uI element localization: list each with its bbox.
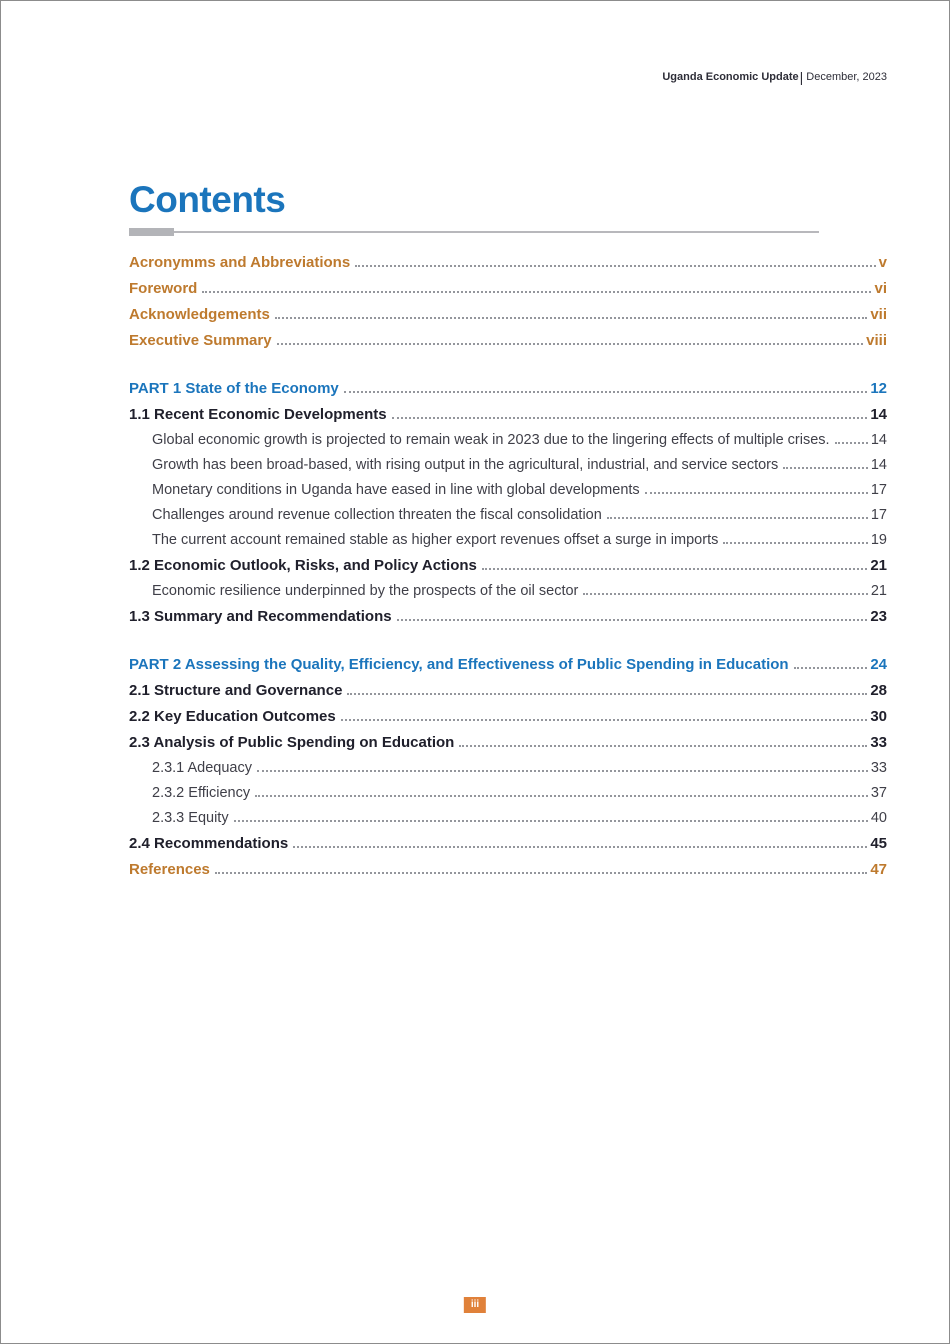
- toc-entry-label: 2.2 Key Education Outcomes: [129, 708, 336, 725]
- toc-entry-page: 17: [870, 507, 887, 523]
- toc-leader-dots: [645, 492, 868, 494]
- toc-leader-dots: [459, 745, 867, 747]
- toc-entry-2-2[interactable]: [129, 708, 887, 725]
- toc-entry-label: References: [129, 861, 210, 878]
- toc-entry-2-4[interactable]: [129, 835, 887, 852]
- toc-entry-page: 14: [870, 406, 887, 423]
- toc-leader-dots: [355, 265, 875, 267]
- header-date: December, 2023: [806, 71, 887, 83]
- toc-leader-dots: [397, 619, 868, 621]
- toc-entry-page: 33: [870, 734, 887, 751]
- toc-leader-dots: [215, 872, 867, 874]
- toc-entry-label: Foreword: [129, 280, 198, 297]
- toc-entry-label: 1.1 Recent Economic Developments: [129, 406, 387, 423]
- title-rule: [129, 228, 887, 238]
- toc-entry-page: 24: [870, 656, 887, 673]
- toc-entry-page: v: [878, 254, 887, 271]
- toc-entry-label: 2.3.2 Efficiency: [152, 785, 251, 801]
- toc-entry-label: 1.3 Summary and Recommendations: [129, 608, 392, 625]
- toc-entry-label: 2.1 Structure and Governance: [129, 682, 343, 699]
- page-number-badge: iii: [464, 1297, 486, 1313]
- page-title: Contents: [129, 179, 286, 220]
- toc-entry-label: 2.3 Analysis of Public Spending on Education: [129, 734, 455, 751]
- toc-entry-page: 33: [870, 760, 887, 776]
- toc-entry-label: Acronymms and Abbreviations: [129, 254, 351, 271]
- toc-entry-label: Acknowledgements: [129, 306, 270, 323]
- toc-entry-2-3-2[interactable]: [129, 785, 887, 801]
- toc-entry-current-account[interactable]: [129, 532, 887, 548]
- toc-entry-label: PART 1 State of the Economy: [129, 380, 339, 397]
- toc-entry-2-3[interactable]: [129, 734, 887, 751]
- toc-entry-executive-summary[interactable]: [129, 332, 887, 349]
- toc-leader-dots: [293, 846, 867, 848]
- toc-leader-dots: [341, 719, 868, 721]
- toc-entry-page: 17: [870, 482, 887, 498]
- toc-entry-part1[interactable]: [129, 380, 887, 397]
- toc-leader-dots: [344, 391, 868, 393]
- toc-leader-dots: [257, 770, 868, 772]
- toc-entry-label: Monetary conditions in Uganda have eased in line with global developments: [152, 482, 640, 498]
- header-separator: |: [799, 69, 804, 85]
- toc-leader-dots: [607, 517, 868, 519]
- toc-entry-economic-resilience[interactable]: [129, 583, 887, 599]
- toc-entry-label: 2.3.1 Adequacy: [152, 760, 252, 776]
- toc-entry-page: 45: [870, 835, 887, 852]
- toc-leader-dots: [783, 467, 868, 469]
- toc-entry-page: 40: [870, 810, 887, 826]
- toc-entry-label: Global economic growth is projected to remain weak in 2023 due to the lingering effects of multiple crises.: [152, 432, 830, 448]
- toc-entry-page: 37: [870, 785, 887, 801]
- toc-leader-dots: [234, 820, 868, 822]
- toc-entry-page: viii: [866, 332, 887, 349]
- toc-entry-label: PART 2 Assessing the Quality, Efficiency, and Effectiveness of Public Spending in Education: [129, 656, 789, 673]
- toc-leader-dots: [723, 542, 868, 544]
- table-of-contents: [129, 254, 887, 878]
- toc-entry-revenue-collection[interactable]: [129, 507, 887, 523]
- toc-entry-part2[interactable]: [129, 656, 887, 673]
- toc-entry-page: 23: [870, 608, 887, 625]
- toc-leader-dots: [794, 667, 868, 669]
- toc-entry-page: 30: [870, 708, 887, 725]
- toc-entry-page: 21: [870, 583, 887, 599]
- toc-entry-monetary-conditions[interactable]: [129, 482, 887, 498]
- toc-entry-page: 14: [870, 432, 887, 448]
- toc-entry-page: 28: [870, 682, 887, 699]
- title-rule-block: [129, 228, 174, 236]
- toc-entry-broad-based-growth[interactable]: [129, 457, 887, 473]
- toc-entry-acronyms[interactable]: [129, 254, 887, 271]
- toc-entry-foreword[interactable]: [129, 280, 887, 297]
- toc-entry-label: Challenges around revenue collection threaten the fiscal consolidation: [152, 507, 602, 523]
- toc-leader-dots: [202, 291, 871, 293]
- toc-entry-label: The current account remained stable as higher export revenues offset a surge in imports: [152, 532, 719, 548]
- header-title: Uganda Economic Update: [662, 71, 799, 83]
- toc-leader-dots: [583, 593, 867, 595]
- toc-entry-page: 12: [870, 380, 887, 397]
- title-rule-line: [129, 231, 819, 233]
- toc-entry-page: 14: [870, 457, 887, 473]
- toc-entry-acknowledgements[interactable]: [129, 306, 887, 323]
- toc-entry-page: vi: [874, 280, 887, 297]
- toc-leader-dots: [255, 795, 868, 797]
- toc-leader-dots: [277, 343, 864, 345]
- toc-entry-page: 21: [870, 557, 887, 574]
- page-content: [129, 1, 887, 878]
- toc-entry-2-3-3[interactable]: [129, 810, 887, 826]
- toc-leader-dots: [482, 568, 867, 570]
- toc-entry-1-3[interactable]: [129, 608, 887, 625]
- toc-entry-label: 2.4 Recommendations: [129, 835, 289, 852]
- toc-entry-label: Executive Summary: [129, 332, 272, 349]
- toc-leader-dots: [835, 442, 868, 444]
- toc-entry-page: 47: [870, 861, 887, 878]
- toc-entry-page: vii: [870, 306, 887, 323]
- toc-entry-label: 2.3.3 Equity: [152, 810, 229, 826]
- toc-entry-label: 1.2 Economic Outlook, Risks, and Policy Actions: [129, 557, 477, 574]
- toc-entry-references[interactable]: [129, 861, 887, 878]
- toc-entry-label: Economic resilience underpinned by the prospects of the oil sector: [152, 583, 579, 599]
- toc-entry-1-2[interactable]: [129, 557, 887, 574]
- toc-entry-global-growth[interactable]: [129, 432, 887, 448]
- toc-leader-dots: [347, 693, 867, 695]
- toc-entry-1-1[interactable]: [129, 406, 887, 423]
- toc-leader-dots: [392, 417, 868, 419]
- toc-entry-page: 19: [870, 532, 887, 548]
- toc-entry-2-3-1[interactable]: [129, 760, 887, 776]
- toc-entry-label: Growth has been broad-based, with rising output in the agricultural, industrial, and service sectors: [152, 457, 779, 473]
- toc-entry-2-1[interactable]: [129, 682, 887, 699]
- toc-leader-dots: [275, 317, 867, 319]
